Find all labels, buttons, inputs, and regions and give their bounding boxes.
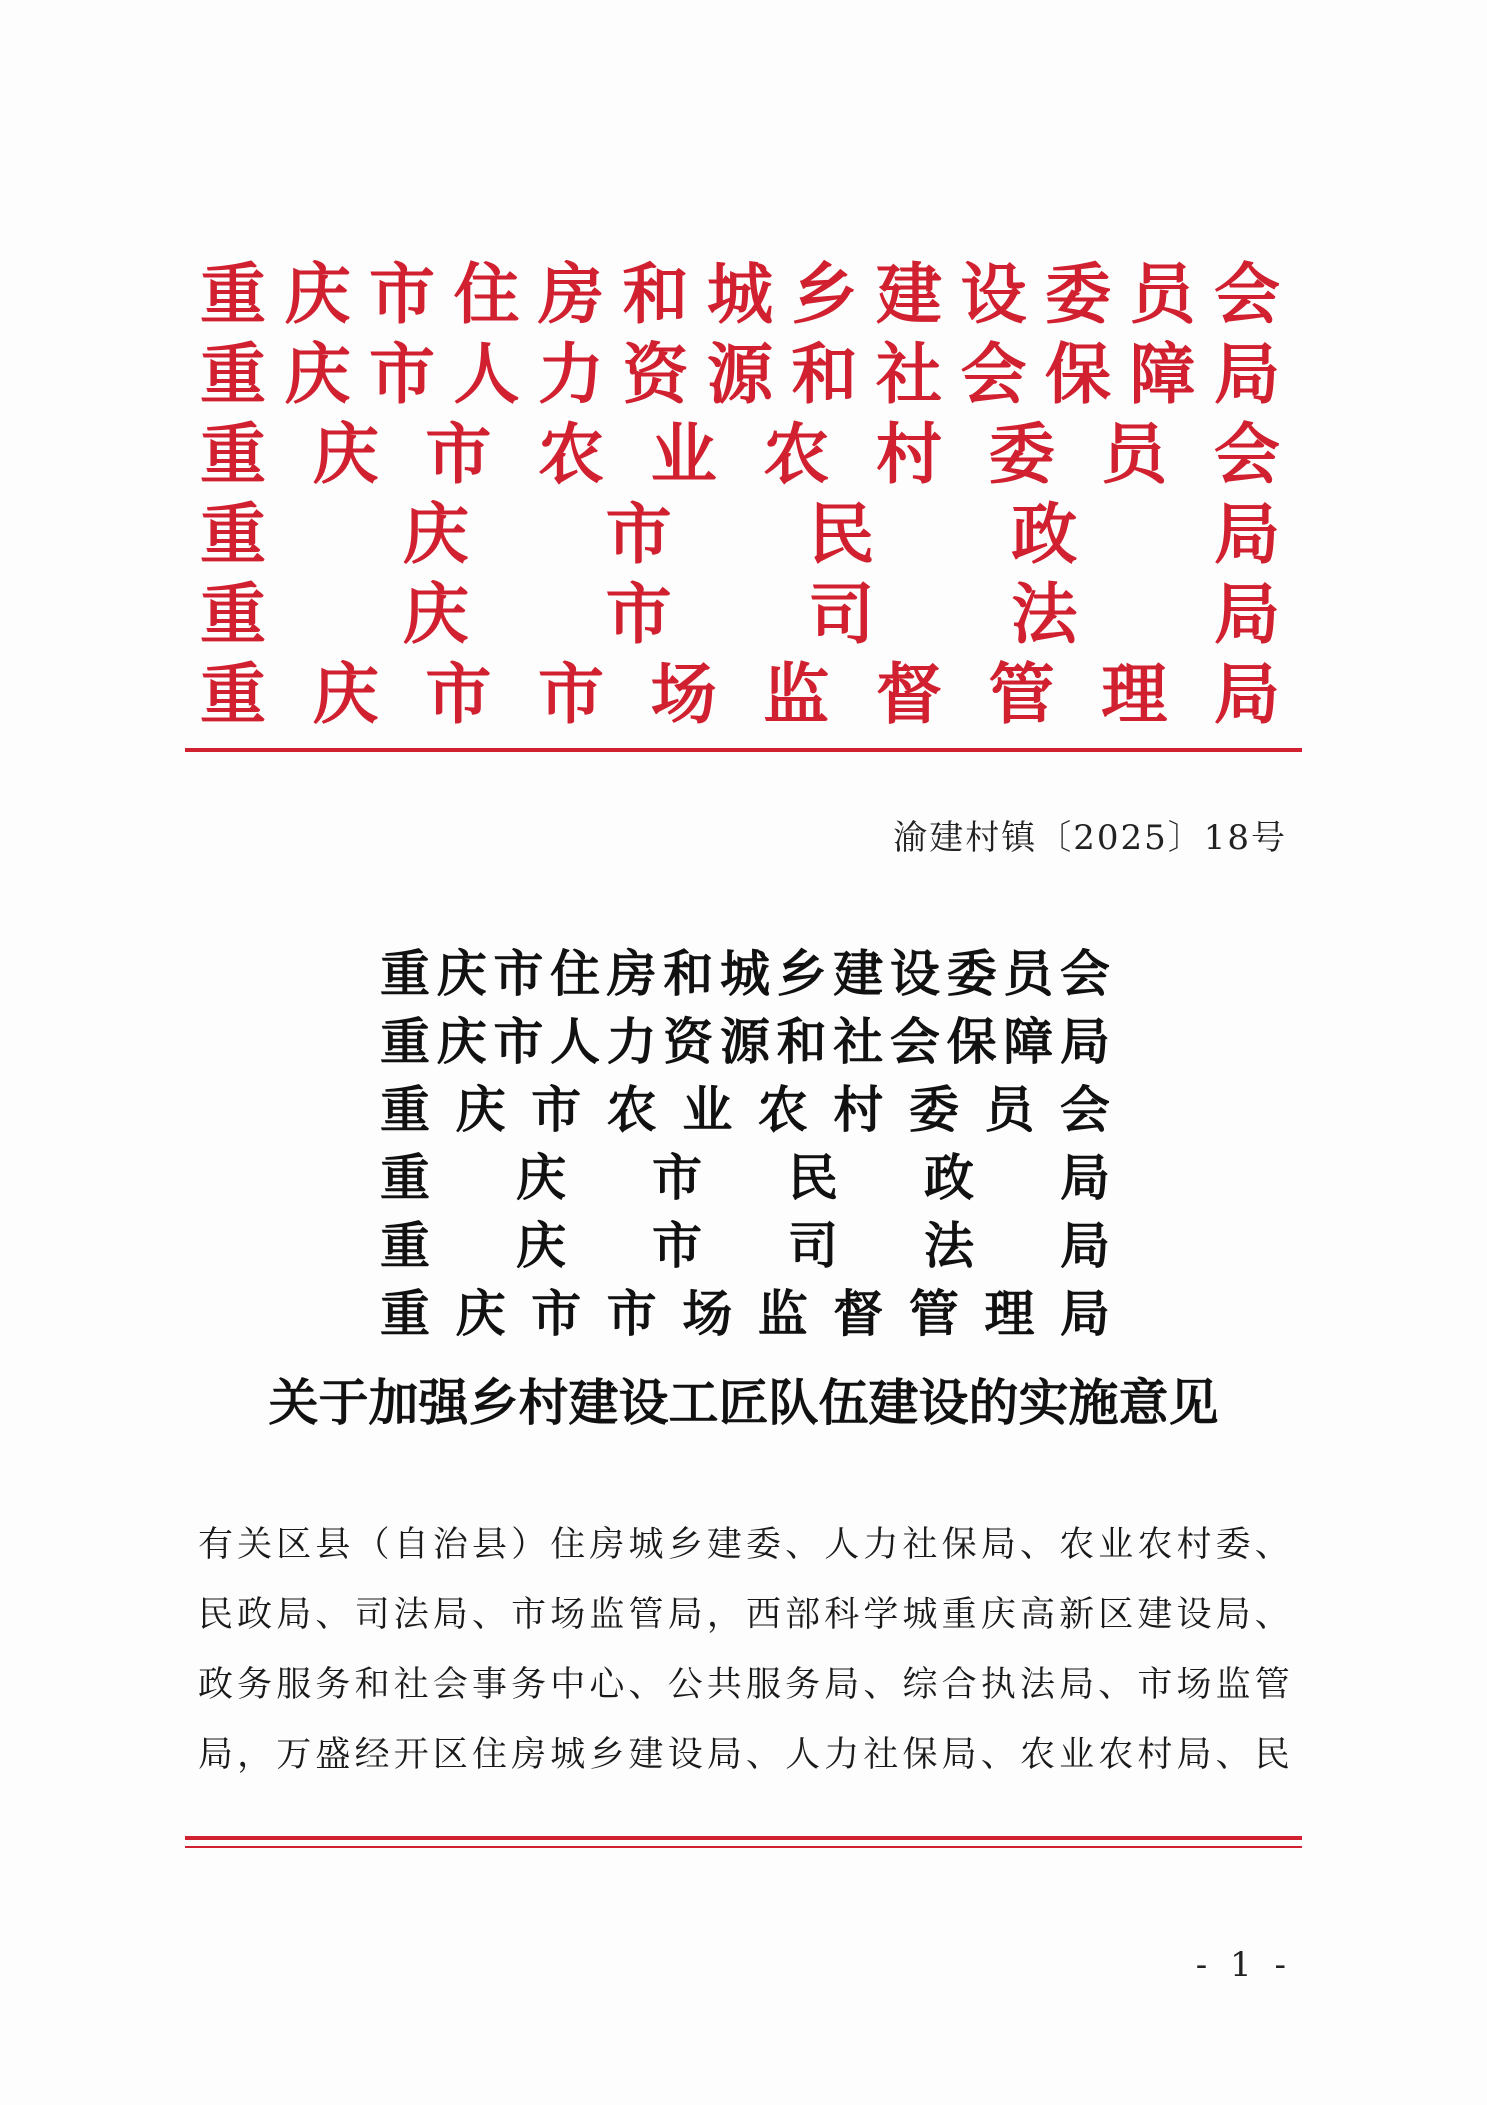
text-char: 经 bbox=[354, 1735, 390, 1775]
text-char: 业 bbox=[650, 416, 717, 493]
text-char: 局 bbox=[1214, 336, 1280, 413]
text-char: 场 bbox=[650, 656, 717, 733]
text-char: 政 bbox=[237, 1595, 273, 1635]
text-char: 业 bbox=[682, 1080, 733, 1139]
text-char: 重 bbox=[200, 656, 266, 733]
text-char: 市 bbox=[493, 944, 544, 1003]
text-char: 、 bbox=[863, 1665, 899, 1705]
text-char: 局 bbox=[432, 1595, 468, 1635]
text-char: 力 bbox=[824, 1735, 860, 1775]
text-char: 县 bbox=[471, 1525, 507, 1565]
text-char: 人 bbox=[453, 336, 520, 413]
text-char: 和 bbox=[622, 256, 689, 333]
text-char: 市 bbox=[652, 1148, 702, 1207]
text-char: 社 bbox=[833, 1012, 884, 1071]
title-issuer-line bbox=[380, 1144, 1110, 1212]
text-char: 、 bbox=[1098, 1665, 1134, 1705]
text-char: 农 bbox=[757, 1080, 808, 1139]
text-char: 民 bbox=[198, 1595, 234, 1635]
text-char: 市 bbox=[511, 1595, 547, 1635]
text-char: 重 bbox=[200, 256, 266, 333]
text-char: 障 bbox=[1003, 1012, 1054, 1071]
text-char: 局 bbox=[1059, 1665, 1095, 1705]
text-char: 资 bbox=[663, 1012, 714, 1071]
text-char: 房 bbox=[606, 944, 657, 1003]
text-char: 执 bbox=[980, 1665, 1016, 1705]
text-char: 法 bbox=[1019, 1665, 1055, 1705]
text-char: 源 bbox=[719, 1012, 770, 1071]
text-char: 局 bbox=[1213, 496, 1280, 573]
text-char: 房 bbox=[589, 1525, 625, 1565]
text-char: 建 bbox=[876, 256, 942, 333]
text-char: 庆 bbox=[455, 1080, 506, 1139]
text-char: 综 bbox=[902, 1665, 938, 1705]
text-char: 市 bbox=[605, 496, 672, 573]
text-char: 庆 bbox=[402, 576, 469, 653]
text-char: 庆 bbox=[312, 656, 379, 733]
document-subject: 关于加强乡村建设工匠队伍建设的实施意见 bbox=[268, 1373, 1219, 1432]
text-char: 乡 bbox=[791, 256, 858, 333]
text-char: 乡 bbox=[776, 944, 827, 1003]
text-char: 村 bbox=[875, 416, 942, 493]
text-char: 学 bbox=[863, 1595, 899, 1635]
text-char: 委 bbox=[1045, 256, 1111, 333]
text-char: 委 bbox=[988, 416, 1055, 493]
text-char: 市 bbox=[606, 1284, 657, 1343]
text-char: 城 bbox=[707, 256, 773, 333]
text-char: 人 bbox=[549, 1012, 600, 1071]
text-char: 市 bbox=[369, 256, 435, 333]
text-char: 农 bbox=[1059, 1525, 1095, 1565]
text-char: 务 bbox=[315, 1665, 351, 1705]
text-char: 局 bbox=[1215, 1595, 1251, 1635]
text-char: 住 bbox=[550, 1525, 586, 1565]
text-char: 局 bbox=[1059, 1284, 1110, 1343]
document-number: 渝建村镇〔2025〕18号 bbox=[893, 818, 1287, 858]
page-number: - 1 - bbox=[1195, 1945, 1292, 1985]
title-issuer-line bbox=[380, 1212, 1110, 1280]
text-char: 设 bbox=[1176, 1595, 1212, 1635]
text-char: 监 bbox=[763, 656, 830, 733]
text-char: 管 bbox=[1254, 1665, 1290, 1705]
text-char: 设 bbox=[889, 944, 940, 1003]
text-char: 司 bbox=[354, 1595, 390, 1635]
text-char: 心 bbox=[589, 1665, 625, 1705]
issuer-header-line bbox=[200, 335, 1280, 415]
text-char: 、 bbox=[1254, 1595, 1290, 1635]
text-char: 场 bbox=[550, 1595, 586, 1635]
text-char: 员 bbox=[984, 1080, 1035, 1139]
text-char: 管 bbox=[628, 1595, 664, 1635]
text-char: 庆 bbox=[516, 1216, 566, 1275]
text-char: 场 bbox=[1176, 1665, 1212, 1705]
text-char: 市 bbox=[652, 1216, 702, 1275]
text-char: 理 bbox=[984, 1284, 1035, 1343]
text-char: 新 bbox=[1059, 1595, 1095, 1635]
text-char: 服 bbox=[276, 1665, 312, 1705]
text-char: 重 bbox=[200, 576, 266, 653]
text-char: 法 bbox=[393, 1595, 429, 1635]
text-char: 委 bbox=[908, 1080, 959, 1139]
text-char: 关 bbox=[237, 1525, 273, 1565]
text-char: 重 bbox=[380, 1012, 430, 1071]
text-char: 房 bbox=[538, 256, 604, 333]
text-char: 西 bbox=[745, 1595, 781, 1635]
text-char: 农 bbox=[1098, 1735, 1134, 1775]
text-char: 建 bbox=[628, 1735, 664, 1775]
text-char: 住 bbox=[549, 944, 600, 1003]
text-char: 、 bbox=[745, 1735, 781, 1775]
text-char: 局 bbox=[1060, 1148, 1110, 1207]
text-char: 庆 bbox=[436, 944, 487, 1003]
text-char: 务 bbox=[785, 1665, 821, 1705]
text-char: 和 bbox=[791, 336, 858, 413]
text-char: 和 bbox=[663, 944, 714, 1003]
text-char: 业 bbox=[1098, 1525, 1134, 1565]
text-char: 中 bbox=[550, 1665, 586, 1705]
text-char: 农 bbox=[763, 416, 830, 493]
text-char: 力 bbox=[863, 1525, 899, 1565]
text-char: 城 bbox=[550, 1735, 586, 1775]
text-char: 务 bbox=[511, 1665, 547, 1705]
text-char: 事 bbox=[471, 1665, 507, 1705]
text-char: 住 bbox=[471, 1735, 507, 1775]
text-char: 法 bbox=[1011, 576, 1078, 653]
text-char: 市 bbox=[493, 1012, 544, 1071]
text-char: 设 bbox=[960, 256, 1027, 333]
text-char: 和 bbox=[776, 1012, 827, 1071]
text-char: 局 bbox=[1213, 576, 1280, 653]
text-char: ， bbox=[706, 1595, 742, 1635]
text-char: 场 bbox=[682, 1284, 733, 1343]
text-char: 局 bbox=[1059, 1012, 1110, 1071]
text-char: 和 bbox=[354, 1665, 390, 1705]
text-char: 监 bbox=[589, 1595, 625, 1635]
text-char: 、 bbox=[315, 1595, 351, 1635]
body-line bbox=[198, 1650, 1290, 1720]
text-char: 局 bbox=[667, 1595, 703, 1635]
text-char: 重 bbox=[941, 1595, 977, 1635]
text-char: 共 bbox=[706, 1665, 742, 1705]
text-char: 建 bbox=[833, 944, 884, 1003]
text-char: 社 bbox=[863, 1735, 899, 1775]
text-char: 保 bbox=[946, 1012, 997, 1071]
text-char: 局 bbox=[198, 1735, 234, 1775]
text-char: 司 bbox=[788, 1216, 838, 1275]
text-char: 保 bbox=[941, 1525, 977, 1565]
text-char: 市 bbox=[369, 336, 435, 413]
text-char: 、 bbox=[1215, 1735, 1251, 1775]
text-char: 农 bbox=[537, 416, 604, 493]
text-char: 庆 bbox=[402, 496, 469, 573]
text-char: 会 bbox=[1059, 1080, 1110, 1139]
text-char: 业 bbox=[1059, 1735, 1095, 1775]
text-char: 开 bbox=[393, 1735, 429, 1775]
text-char: 局 bbox=[980, 1525, 1016, 1565]
text-char: 会 bbox=[1059, 944, 1110, 1003]
text-char: 委 bbox=[745, 1525, 781, 1565]
issuer-header-line bbox=[200, 255, 1280, 335]
text-char: 会 bbox=[1214, 256, 1280, 333]
text-char: 障 bbox=[1129, 336, 1196, 413]
text-char: 重 bbox=[380, 944, 430, 1003]
text-char: 庆 bbox=[455, 1284, 506, 1343]
text-char: 会 bbox=[432, 1665, 468, 1705]
text-char: 市 bbox=[531, 1284, 582, 1343]
text-char: 高 bbox=[1019, 1595, 1055, 1635]
text-char: 城 bbox=[719, 944, 770, 1003]
text-char: 、 bbox=[1254, 1525, 1290, 1565]
text-char: 监 bbox=[1215, 1665, 1251, 1705]
text-char: 局 bbox=[276, 1595, 312, 1635]
text-char: 农 bbox=[1019, 1735, 1055, 1775]
text-char: 局 bbox=[1213, 656, 1280, 733]
text-char: 市 bbox=[425, 656, 492, 733]
text-char: 管 bbox=[908, 1284, 959, 1343]
text-char: 住 bbox=[453, 256, 520, 333]
text-char: 监 bbox=[757, 1284, 808, 1343]
text-char: 源 bbox=[707, 336, 773, 413]
text-char: 重 bbox=[380, 1080, 430, 1139]
text-char: 员 bbox=[1003, 944, 1054, 1003]
text-char: 重 bbox=[200, 496, 266, 573]
text-char: 、 bbox=[980, 1735, 1016, 1775]
text-char: 自 bbox=[393, 1525, 429, 1565]
text-char: 建 bbox=[1137, 1595, 1173, 1635]
text-char: 管 bbox=[988, 656, 1055, 733]
text-char: 员 bbox=[1129, 256, 1196, 333]
text-char: 社 bbox=[876, 336, 942, 413]
text-char: 政 bbox=[924, 1148, 974, 1207]
text-char: 保 bbox=[902, 1735, 938, 1775]
title-issuer-line bbox=[380, 940, 1110, 1008]
text-char: 局 bbox=[941, 1735, 977, 1775]
text-char: 治 bbox=[432, 1525, 468, 1565]
text-char: 理 bbox=[1101, 656, 1168, 733]
document-body bbox=[198, 1510, 1290, 1790]
text-char: 合 bbox=[941, 1665, 977, 1705]
text-char: 市 bbox=[425, 416, 492, 493]
text-char: 社 bbox=[393, 1665, 429, 1705]
issuer-header-line bbox=[200, 575, 1280, 655]
text-char: 员 bbox=[1101, 416, 1168, 493]
text-char: 城 bbox=[902, 1595, 938, 1635]
text-char: 人 bbox=[785, 1735, 821, 1775]
text-char: ， bbox=[237, 1735, 273, 1775]
text-char: 县 bbox=[315, 1525, 351, 1565]
text-char: 市 bbox=[531, 1080, 582, 1139]
text-char: 力 bbox=[538, 336, 604, 413]
text-char: 社 bbox=[902, 1525, 938, 1565]
text-char: 城 bbox=[628, 1525, 664, 1565]
text-char: 督 bbox=[875, 656, 942, 733]
text-char: 资 bbox=[622, 336, 689, 413]
text-char: ） bbox=[511, 1525, 547, 1565]
text-char: 庆 bbox=[284, 256, 351, 333]
text-char: 局 bbox=[1176, 1735, 1212, 1775]
text-char: 重 bbox=[380, 1284, 430, 1343]
text-char: 会 bbox=[960, 336, 1027, 413]
footer-divider-red-top bbox=[185, 1836, 1302, 1840]
text-char: 农 bbox=[1137, 1525, 1173, 1565]
text-char: 民 bbox=[1254, 1735, 1290, 1775]
footer-divider-red-bottom bbox=[185, 1846, 1302, 1848]
text-char: 委 bbox=[946, 944, 997, 1003]
text-char: 盛 bbox=[315, 1735, 351, 1775]
text-char: 力 bbox=[606, 1012, 657, 1071]
text-char: 重 bbox=[200, 416, 266, 493]
text-char: 市 bbox=[605, 576, 672, 653]
text-char: 、 bbox=[785, 1525, 821, 1565]
text-char: 区 bbox=[276, 1525, 312, 1565]
text-char: 司 bbox=[808, 576, 875, 653]
text-char: 市 bbox=[1137, 1665, 1173, 1705]
text-char: 督 bbox=[833, 1284, 884, 1343]
issuer-header-line bbox=[200, 415, 1280, 495]
body-line bbox=[198, 1720, 1290, 1790]
text-char: 局 bbox=[706, 1735, 742, 1775]
text-char: 重 bbox=[380, 1216, 430, 1275]
body-line bbox=[198, 1510, 1290, 1580]
header-divider-red bbox=[185, 748, 1302, 752]
text-char: 庆 bbox=[980, 1595, 1016, 1635]
text-char: 政 bbox=[198, 1665, 234, 1705]
issuer-header-line bbox=[200, 495, 1280, 575]
text-char: 村 bbox=[1137, 1735, 1173, 1775]
text-char: 人 bbox=[824, 1525, 860, 1565]
issuer-header-line bbox=[200, 655, 1280, 735]
text-char: 村 bbox=[1176, 1525, 1212, 1565]
text-char: 建 bbox=[706, 1525, 742, 1565]
text-char: 部 bbox=[785, 1595, 821, 1635]
text-char: 万 bbox=[276, 1735, 312, 1775]
text-char: 区 bbox=[432, 1735, 468, 1775]
text-char: 乡 bbox=[667, 1525, 703, 1565]
text-char: 务 bbox=[237, 1665, 273, 1705]
title-issuer-line bbox=[380, 1076, 1110, 1144]
title-issuer-line bbox=[380, 1008, 1110, 1076]
text-char: 市 bbox=[537, 656, 604, 733]
text-char: 设 bbox=[667, 1735, 703, 1775]
text-char: 民 bbox=[788, 1148, 838, 1207]
text-char: 、 bbox=[1019, 1525, 1055, 1565]
text-char: 重 bbox=[380, 1148, 430, 1207]
text-char: 局 bbox=[1060, 1216, 1110, 1275]
text-char: 、 bbox=[471, 1595, 507, 1635]
text-char: 村 bbox=[833, 1080, 884, 1139]
text-char: 重 bbox=[200, 336, 266, 413]
text-char: 庆 bbox=[436, 1012, 487, 1071]
text-char: 庆 bbox=[284, 336, 351, 413]
text-char: 法 bbox=[924, 1216, 974, 1275]
text-char: 房 bbox=[511, 1735, 547, 1775]
text-char: 会 bbox=[889, 1012, 940, 1071]
text-char: 公 bbox=[667, 1665, 703, 1705]
document-title-issuers bbox=[380, 940, 1110, 1348]
text-char: 政 bbox=[1011, 496, 1078, 573]
text-char: 会 bbox=[1213, 416, 1280, 493]
title-issuer-line bbox=[380, 1280, 1110, 1348]
text-char: 委 bbox=[1215, 1525, 1251, 1565]
text-char: 保 bbox=[1045, 336, 1111, 413]
text-char: 乡 bbox=[589, 1735, 625, 1775]
text-char: 、 bbox=[628, 1665, 664, 1705]
text-char: 服 bbox=[745, 1665, 781, 1705]
text-char: 民 bbox=[808, 496, 875, 573]
text-char: 农 bbox=[606, 1080, 657, 1139]
text-char: 区 bbox=[1098, 1595, 1134, 1635]
text-char: （ bbox=[354, 1525, 390, 1565]
text-char: 科 bbox=[824, 1595, 860, 1635]
text-char: 庆 bbox=[312, 416, 379, 493]
issuer-header bbox=[200, 255, 1280, 735]
body-line bbox=[198, 1580, 1290, 1650]
text-char: 庆 bbox=[516, 1148, 566, 1207]
text-char: 局 bbox=[824, 1665, 860, 1705]
text-char: 有 bbox=[198, 1525, 234, 1565]
